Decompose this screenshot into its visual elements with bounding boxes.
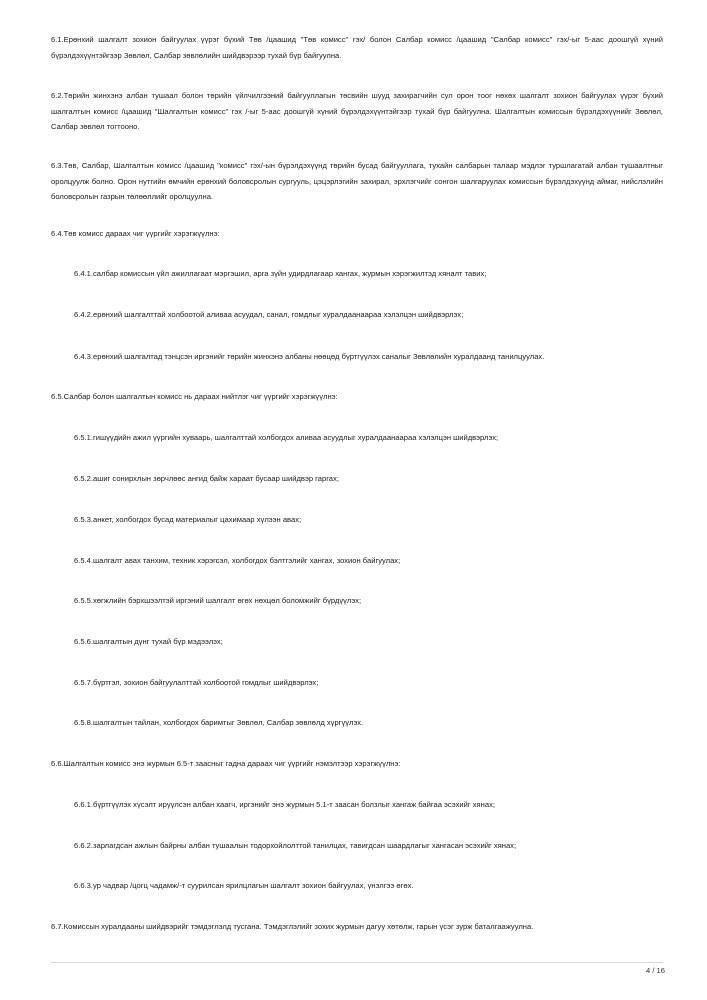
list-item-6-5-3: 6.5.3.анкет, холбогдох бусад материалыг цахимаар хүлээн авах; [74,515,302,524]
list-item-6-6-2: 6.6.2.зарлагдсан ажлын байрны албан тушаалын тодорхойлолттой танилцах, тавигдсан шаардлагыг хангасан эсэхийг хянах; [74,841,517,850]
list-item-6-6-3: 6.6.3.ур чадвар /цогц чадамж/-т суурилсан ярилцлагын шалгалт зохион байгуулах, үнэлгээ өгөх. [74,881,414,890]
list-item-6-5-7: 6.5.7.бүртгэл, зохион байгуулалттай холбоотой гомдлыг шийдвэрлэх; [74,678,319,687]
list-item-6-4-2: 6.4.2.ерөнхий шалгалттай холбоотой аливаа асуудал, санал, гомдлыг хуралдаанаараа хэлэлцэн шийдвэрлэх; [74,310,464,319]
list-item-6-5-4: 6.5.4.шалгалт авах танхим, техник хэрэгсэл, холбогдох бэлтгэлийг хангах, зохион байгуулах; [74,556,401,565]
list-item-6-6-1: 6.6.1.бүртгүүлэх хүсэлт ирүүлсэн албан хаагч, иргэнийг энэ журмын 5.1-т заасан болзлыг хангаж байгаа эсэхийг хянах; [74,800,495,809]
paragraph-6-7: 6.7.Комиссын хуралдааны шийдвэрийг тэмдэглэлд тусгана. Тэмдэглэлийг зохих журмын дагуу хөтөлж, гарын үсэг зурж баталгаажуулна. [51,922,534,931]
list-item-6-5-6: 6.5.6.шалгалтын дүнг тухай бүр мэдээлэх; [74,637,223,646]
list-item-6-5-1: 6.5.1.гишүүдийн ажил үүргийн хуваарь, шалгалттай холбогдох аливаа асуудлыг хуралдаанаараа хэлэлцэн шийдвэрлэх; [74,433,499,442]
list-item-6-5-2: 6.5.2.ашиг сонирхлын зөрчлөөс ангид байж хараат бусаар шийдвэр гаргах; [74,474,339,483]
paragraph-6-1: 6.1.Ерөнхий шалгалт зохион байгуулах үүрэг бүхий Төв /цаашид "Төв комисс" гэх/ болон Салбар комисс /цаашид "Салбар комисс" гэх/-ыг 5-аас доошгүй хүний бүрэлдэхүүнтэйгээр Зөвлөл, Салбар зөвлөлийн шийдвэрээр тухай бүр байгуулна. [51,35,663,60]
list-item-6-5-8: 6.5.8.шалгалтын тайлан, холбогдох баримтыг Зөвлөл, Салбар зөвлөлд хүргүүлэх. [74,718,364,727]
footer-divider [51,962,663,963]
paragraph-6-3: 6.3.Төв, Салбар, Шалгалтын комисс /цаашид "комисс" гэх/-ын бүрэлдэхүүнд төрийн бусад байгууллага, тухайн салбарын талаар мэдлэг туршлагатай албан тушаалтныг оролцуулж болно. Орон нутгийн өмчийн ерөнхий боловсролын сургууль, цэцэрлэгийн захирал, эрхлэгчийг сонгон шалгаруулах комиссын бүрэлдэхүүнд аймаг, нийслэлийн боловсролын газрын төлөөллийг оролцуулна. [51,161,663,201]
paragraph-6-4: 6.4.Төв комисс дараах чиг үүргийг хэрэгжүүлнэ: [51,229,220,238]
paragraph-6-5: 6.5.Салбар болон шалгалтын комисс нь дараах нийтлэг чиг үүргийг хэрэгжүүлнэ: [51,392,338,401]
paragraph-6-6: 6.6.Шалгалтын комисс энэ журмын 6.5-т заасныг гадна дараах чиг үүргийг нэмэлтээр хэрэгжүүлнэ: [51,759,401,768]
list-item-6-4-3: 6.4.3.ерөнхий шалгалтад тэнцсэн иргэнийг төрийн жинхэнэ албаны нөөцөд бүртгүүлэх саналыг Зөвлөлийн хуралдаанд танилцуулах. [74,352,545,361]
list-item-6-5-5: 6.5.5.хөгжлийн бэрхшээлтэй иргэний шалгалт өгөх нөхцөл боломжийг бүрдүүлэх; [74,596,362,605]
paragraph-6-2: 6.2.Төрийн жинхэнэ албан тушаал болон төрийн үйлчилгээний байгууллагын төсвийн шууд захирагчийн сул орон тоог нөхөх шалгалт зохион байгуулах үүрэг бүхий шалгалтын комисс /цаашид "Шалгалтын комисс" гэх /-ыг 5-аас доошгүй хүний бүрэлдэхүүнтэйгээр тухай бүр байгуулна. Шалгалтын комиссын бүрэлдэхүүнийг Зөвлөл, Салбар зөвлөл тогтооно. [51,91,663,131]
page-number: 4 / 16 [646,966,665,975]
list-item-6-4-1: 6.4.1.салбар комиссын үйл ажиллагаат мэргэшил, арга зүйн удирдлагаар хангах, журмын хэрэгжилтэд хяналт тавих; [74,269,487,278]
